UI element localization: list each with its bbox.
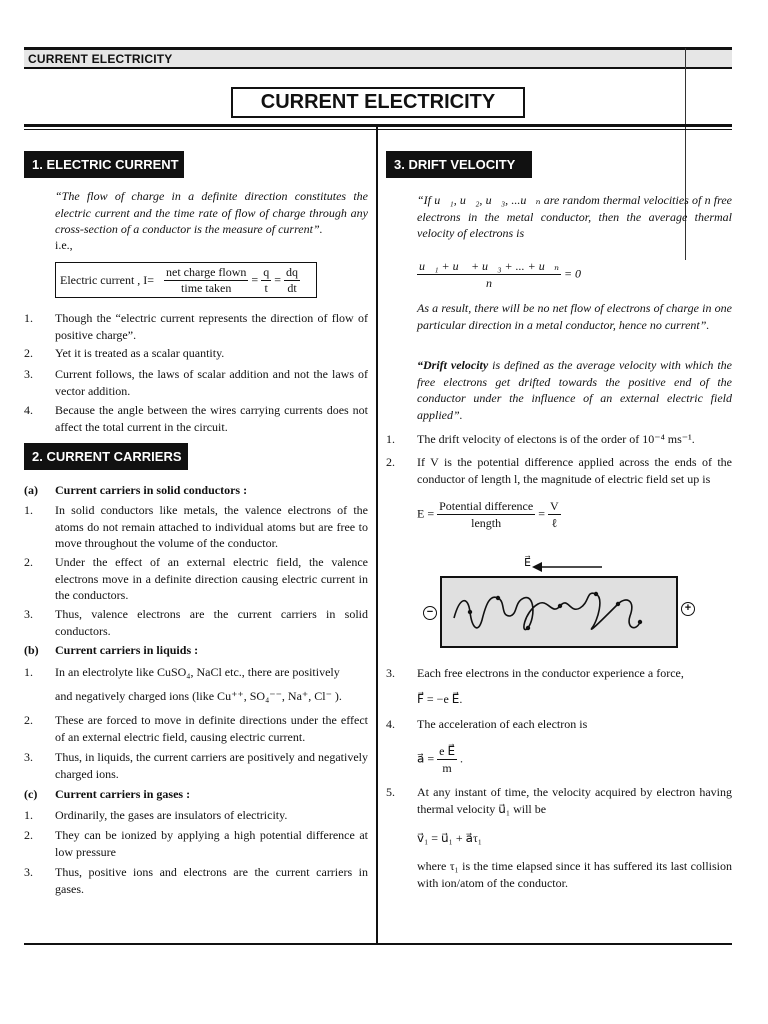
list-item: The drift velocity of electons is of the order of 10⁻⁴ ms⁻¹. bbox=[417, 432, 695, 446]
section-heading-electric-current: 1. ELECTRIC CURRENT bbox=[24, 151, 184, 178]
field-arrow bbox=[530, 560, 610, 574]
list-item: Ordinarily, the gases are insulators of electricity. bbox=[55, 808, 288, 822]
drift-velocity-definition: “Drift velocity is defined as the average velocity with which the free electrons get drifted towards the positive end of the conductor under the influence of an external electric field applied”. bbox=[417, 358, 732, 422]
list-item: Thus, valence electrons are the current carriers in solid conductors. bbox=[55, 607, 368, 638]
column-divider bbox=[376, 124, 378, 945]
list-number: 2. bbox=[24, 346, 33, 360]
list-item: Yet it is treated as a scalar quantity. bbox=[55, 346, 225, 360]
list-item: Thus, in liquids, the current carriers are positively and negatively charged ions. bbox=[55, 750, 368, 781]
field-label: E⃗ bbox=[524, 557, 531, 569]
formula-fraction-main: $\frac{\text{net charge flown}}{\text{time taken}}$ bbox=[166, 265, 247, 295]
drift-diagram bbox=[440, 576, 678, 648]
list-number: 1. bbox=[24, 311, 33, 325]
list-number: 3. bbox=[24, 607, 33, 621]
list-item: In an electrolyte like CuSO₄, NaCl etc., there are positively bbox=[55, 665, 340, 679]
electric-field-equation: E = $\frac{\text{Potential difference}}{\text{length}}$ = $\frac{V}{\text{ℓ}}$ bbox=[417, 499, 559, 530]
list-number: 4. bbox=[24, 403, 33, 417]
list-number: 3. bbox=[24, 750, 33, 764]
title-rule bbox=[24, 124, 732, 127]
negative-terminal-icon: − bbox=[423, 606, 437, 620]
bottom-rule bbox=[24, 943, 732, 945]
list-number: 3. bbox=[24, 367, 33, 381]
list-number: 2. bbox=[24, 828, 33, 842]
list-number: 1. bbox=[24, 503, 33, 517]
running-header bbox=[24, 47, 732, 69]
page-title: CURRENT ELECTRICITY bbox=[231, 87, 525, 118]
electric-current-formula: Electric current , I= $\frac{\text{net charge flown}}{\text{time taken}}$ = $\frac{q}{t}$ = $\frac{dq}{dt}$ bbox=[55, 262, 317, 298]
subsection-title: Current carriers in liquids : bbox=[55, 643, 199, 657]
list-number: 5. bbox=[386, 785, 395, 799]
list-item: At any instant of time, the velocity acquired by electron having thermal velocity u⃗₁ will be bbox=[417, 785, 732, 816]
velocity-equation: v⃗₁ = u⃗₁ + a⃗τ₁ bbox=[417, 831, 482, 845]
list-item: They can be ionized by applying a high potential difference at low pressure bbox=[55, 828, 368, 859]
list-number: 2. bbox=[386, 455, 395, 469]
subsection-label: (a) bbox=[24, 483, 38, 497]
subsection-label: (b) bbox=[24, 643, 39, 657]
list-item-continued: and negatively charged ions (like Cu⁺⁺, SO₄⁻⁻, Na⁺, Cl⁻ ). bbox=[55, 689, 342, 703]
list-number: 3. bbox=[24, 865, 33, 879]
section-heading-drift-velocity: 3. DRIFT VELOCITY bbox=[386, 151, 532, 178]
positive-terminal-icon: + bbox=[681, 602, 695, 616]
list-number: 1. bbox=[386, 432, 395, 446]
list-item: Thus, positive ions and electrons are the current carriers in gases. bbox=[55, 865, 368, 896]
formula-fraction-dq-dt: $\frac{dq}{dt}$ bbox=[285, 265, 298, 295]
average-velocity-equation: $\frac{\text{u⃗₁ + u⃗ + u⃗₃ + ... + u⃗ₙ}}{n}$ = 0⃗ bbox=[419, 259, 591, 290]
drift-result: As a result, there will be no net flow of electrons of charge in one particular direction in a metal conductor, hence no current”. bbox=[417, 301, 732, 332]
electric-current-definition: “The flow of charge in a definite direction constitutes the electric current and the time rate of flow of charge through any cross-section of a conductor is the measure of current”. bbox=[55, 189, 368, 236]
list-item: If V is the potential difference applied across the ends of the conductor of length l, the magnitude of electric field set up is bbox=[417, 455, 732, 486]
list-number: 1. bbox=[24, 808, 33, 822]
list-item: Under the effect of an external electric field, the valence electrons move in a definite direction causing electric current in the conductors. bbox=[55, 555, 368, 602]
subsection-label: (c) bbox=[24, 787, 38, 801]
formula-fraction-q-t: $\frac{q}{t}$ bbox=[263, 265, 270, 295]
drift-intro: “If u⃗₁, u⃗₂, u⃗₃, ...u⃗ₙ are random thermal velocities of n free electrons in the metal conductor, then the average thermal velocity of electrons is bbox=[417, 193, 732, 240]
section-heading-current-carriers: 2. CURRENT CARRIERS bbox=[24, 443, 188, 470]
list-item: Each free electrons in the conductor experience a force, bbox=[417, 666, 684, 680]
list-item: The acceleration of each electron is bbox=[417, 717, 588, 731]
formula-label: Electric current , I= bbox=[60, 273, 155, 287]
list-item: In solid conductors like metals, the valence electrons of the atoms do not remain attached to individual atoms but are free to move throughout the volume of the conductor. bbox=[55, 503, 368, 550]
list-item: Because the angle between the wires carrying currents does not affect the total current in the circuit. bbox=[55, 403, 368, 434]
subsection-title: Current carriers in solid conductors : bbox=[55, 483, 248, 497]
list-item: These are forced to move in definite directions under the effect of an external electric field, causing electric current. bbox=[55, 713, 368, 744]
title-rule-thin bbox=[24, 129, 732, 130]
list-item: Current follows, the laws of scalar addition and not the laws of vector addition. bbox=[55, 367, 368, 398]
ie-label: i.e., bbox=[55, 238, 73, 252]
list-item: Though the “electric current represents the direction of flow of positive charge”. bbox=[55, 311, 368, 342]
acceleration-equation: a⃗ = $\frac{\text{e E⃗}}{m}$ . bbox=[417, 744, 464, 775]
list-number: 2. bbox=[24, 713, 33, 727]
running-header-label: CURRENT ELECTRICITY bbox=[28, 52, 173, 66]
list-number: 3. bbox=[386, 666, 395, 680]
list-number: 1. bbox=[24, 665, 33, 679]
list-item: where τ₁ is the time elapsed since it has suffered its last collision with ion/atom of the conductor. bbox=[417, 859, 732, 890]
force-equation: F⃗ = −e E⃗. bbox=[417, 692, 463, 706]
list-number: 2. bbox=[24, 555, 33, 569]
subsection-title: Current carriers in gases : bbox=[55, 787, 191, 801]
list-number: 4. bbox=[386, 717, 395, 731]
